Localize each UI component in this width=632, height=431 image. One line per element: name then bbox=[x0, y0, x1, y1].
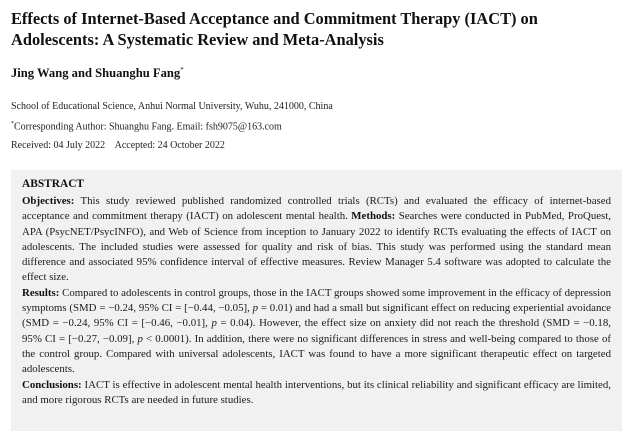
affiliation: School of Educational Science, Anhui Normal University, Wuhu, 241000, China bbox=[11, 101, 333, 112]
abstract-box bbox=[11, 170, 622, 431]
abstract-heading: ABSTRACT bbox=[22, 178, 85, 190]
corresponding-author bbox=[11, 121, 282, 132]
author-names: Jing Wang and Shuanghu Fang bbox=[11, 66, 181, 81]
results-text: = 0.01) and had a small but significant effect on reducing experiential avoidance (SMD = −0.24, 95% CI = [−0.46, −0.01], bbox=[22, 302, 611, 330]
corresponding-text: Corresponding Author: Shuanghu Fang. Email: fsh9075@163.com bbox=[14, 121, 282, 133]
received-accepted-dates: Received: 04 July 2022 Accepted: 24 October 2022 bbox=[11, 140, 225, 151]
p-value-symbol: p bbox=[137, 332, 143, 345]
author-line bbox=[11, 66, 184, 81]
conclusions-label: Conclusions: bbox=[22, 378, 82, 391]
objectives-label: Objectives: bbox=[22, 195, 75, 207]
author-mark: * bbox=[180, 66, 184, 74]
abstract-body bbox=[22, 194, 611, 408]
paper-title: Effects of Internet-Based Acceptance and Commitment Therapy (IACT) on Adolescents: A Systematic Review and Meta-Analysis bbox=[11, 9, 538, 49]
results-label: Results: bbox=[22, 286, 60, 299]
p-value-symbol: p bbox=[211, 317, 217, 330]
methods-text: Searches were conducted in PubMed, ProQuest, APA (PsycNET/PsycINFO), and Web of Science from inception to January 2022 to identify RCTs evaluating the effects of IACT on adolescents. The included studies were assessed for quality and risk of bias. This study was performed using the standard mean difference and associated 95% confidence interval of effective measures. Review Manager 5.4 software was adopted to calculate the effect size. bbox=[22, 210, 611, 284]
results-text: = 0.04). However, the effect size on anxiety did not reach the threshold (SMD = −0.18, 95% CI = [−0.27, −0.09], bbox=[22, 317, 611, 345]
p-value-symbol: p bbox=[252, 302, 259, 315]
objectives-text: This study reviewed published randomized controlled trials (RCTs) and evaluated the efficacy of internet-based acceptance and commitment therapy (IACT) on adolescent mental health. bbox=[22, 195, 611, 223]
corresponding-mark: * bbox=[11, 121, 14, 127]
conclusions-text: IACT is effective in adolescent mental health interventions, but its clinical reliability and significant efficacy are limited, and more rigorous RCTs are needed in future studies. bbox=[22, 378, 611, 406]
results-text: Compared to adolescents in control groups, those in the IACT groups showed some improvement in the efficacy of depression symptoms (SMD = −0.24, 95% CI = [−0.44, −0.05], bbox=[22, 286, 611, 315]
results-text: < 0.0001). In addition, there were no significant differences in stress and well-being compared to those of the control group. Compared with universal adolescents, IACT was found to have a more significant therapeutic effect on targeted adolescents. bbox=[22, 332, 611, 376]
methods-label: Methods: bbox=[351, 210, 396, 223]
